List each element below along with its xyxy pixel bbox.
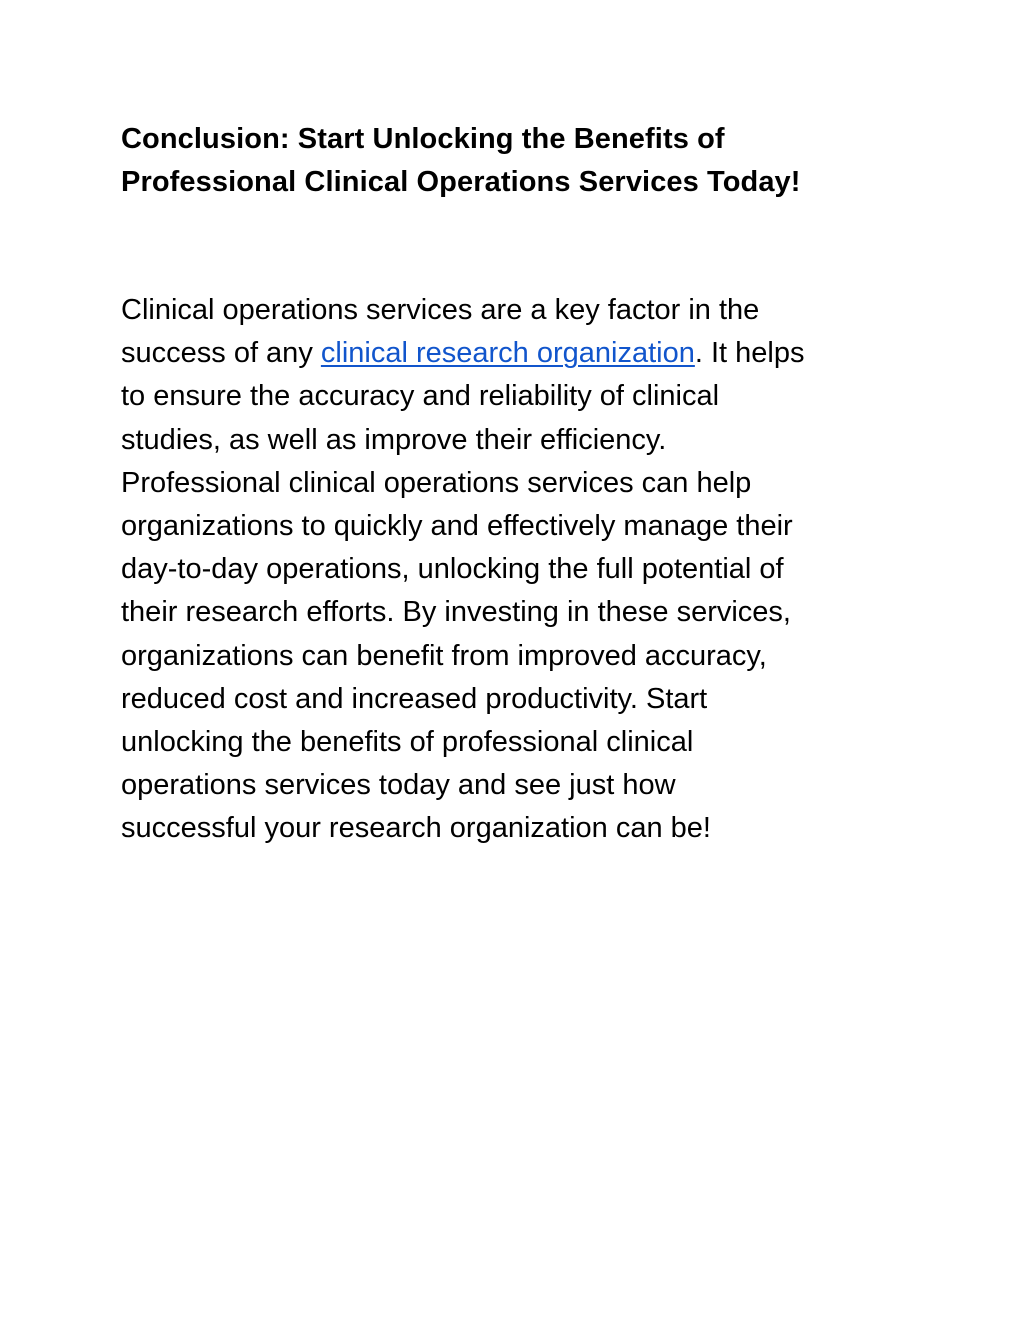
heading-line-1: Conclusion: Start Unlocking the Benefits of: [121, 123, 725, 155]
heading-line-2: Professional Clinical Operations Services Today!: [121, 166, 801, 198]
paragraph-line-7: day-to-day operations, unlocking the full potential of: [121, 553, 784, 586]
paragraph-line-2-end: . It helps: [694, 337, 805, 370]
paragraph-line-10: reduced cost and increased productivity. Start: [121, 682, 708, 715]
paragraph-line-1: Clinical operations services are a key factor in the: [121, 294, 760, 326]
paragraph-line-13: successful your research organization can be!: [121, 812, 711, 845]
paragraph-line-2-start: success of any: [121, 337, 321, 370]
paragraph-line-6: organizations to quickly and effectively manage their: [121, 510, 793, 543]
paragraph-line-12: operations services today and see just how: [121, 769, 676, 802]
paragraph-line-8: their research efforts. By investing in these services,: [121, 596, 791, 629]
paragraph-line-4: studies, as well as improve their efficiency.: [121, 423, 667, 456]
paragraph-line-2: [121, 332, 911, 375]
paragraph-line-3: to ensure the accuracy and reliability of clinical: [121, 380, 720, 413]
paragraph-line-5: Professional clinical operations services can help: [121, 466, 752, 499]
clinical-research-organization-link[interactable]: clinical research organization: [320, 337, 695, 370]
conclusion-paragraph: [121, 289, 911, 851]
paragraph-line-11: unlocking the benefits of professional clinical: [121, 726, 694, 759]
paragraph-line-9: organizations can benefit from improved accuracy,: [121, 639, 767, 672]
document-content: [121, 118, 911, 845]
section-heading: [121, 118, 911, 204]
